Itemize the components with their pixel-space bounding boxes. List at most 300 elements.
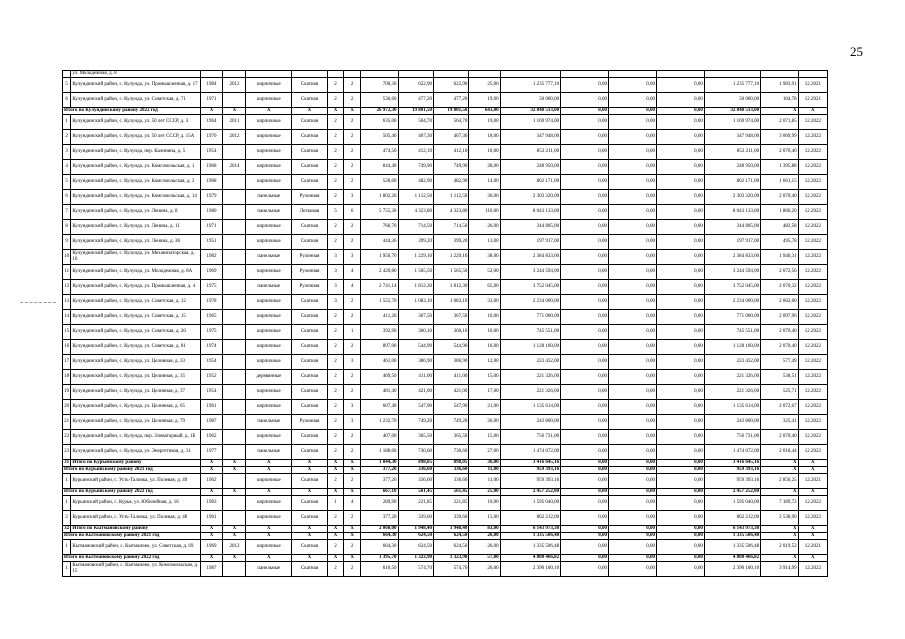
housing-repair-table: [62, 70, 828, 577]
data-cell: 461,00: [361, 355, 399, 370]
data-cell: Скатная: [292, 295, 327, 310]
data-cell: 730,60: [433, 445, 468, 460]
data-cell: 339,60: [433, 511, 468, 526]
data-cell: 347 948,00: [704, 130, 760, 145]
data-cell: 0,00: [609, 555, 657, 562]
data-cell: 104,78: [761, 93, 799, 108]
data-cell: 505,40: [361, 130, 399, 145]
data-cell: кирпичные: [246, 355, 292, 370]
data-cell: X: [200, 467, 223, 474]
data-cell: [223, 205, 246, 220]
data-cell: панельные: [246, 415, 292, 430]
address-cell: Кулундинский район, с. Кулунда, ул. Советская, д. 15: [71, 310, 200, 325]
data-cell: 0,00: [656, 295, 704, 310]
data-cell: 0,00: [609, 145, 657, 160]
table-row: [63, 496, 828, 511]
data-cell: 2 234 000,00: [704, 295, 760, 310]
data-cell: 547,90: [433, 400, 468, 415]
data-cell: 2 457 252,00: [500, 489, 560, 496]
data-cell: 1 595 040,00: [704, 496, 760, 511]
page-number: 25: [850, 44, 863, 59]
data-cell: 2: [344, 115, 361, 130]
data-cell: 25,00: [469, 78, 500, 93]
data-cell: 8 043 133,00: [704, 205, 760, 220]
data-cell: 3: [344, 355, 361, 370]
data-cell: 898,05: [433, 460, 468, 467]
data-cell: 2: [327, 415, 344, 430]
data-cell: 1 474 672,00: [704, 445, 760, 460]
data-cell: X: [200, 460, 223, 467]
data-cell: 12.2022: [798, 430, 827, 445]
address-cell: Курьинский район, с. Курья, ул. Юбилейная, д. 16: [71, 496, 200, 511]
data-cell: 243 800,00: [500, 415, 560, 430]
data-cell: 1 802,20: [361, 190, 399, 205]
table-row: [63, 280, 828, 295]
data-cell: 2: [327, 511, 344, 526]
address-cell: Курьинский район, с. Усть-Таловка, ул. Полевая, д. 49: [71, 474, 200, 489]
data-cell: 802 171,00: [500, 175, 560, 190]
data-cell: 624,50: [398, 533, 433, 540]
data-cell: 12.2022: [798, 235, 827, 250]
table-row: [63, 220, 828, 235]
data-cell: 0,00: [609, 355, 657, 370]
data-cell: 1 860,20: [761, 205, 799, 220]
address-cell: Кулундинский район, с. Кулунда, ул. Советская, д. 20: [71, 325, 200, 340]
data-cell: X: [761, 460, 799, 467]
data-cell: 2: [327, 430, 344, 445]
data-cell: 12.2022: [798, 175, 827, 190]
data-cell: 0,00: [609, 280, 657, 295]
data-cell: 766,70: [361, 220, 399, 235]
data-cell: 412,10: [398, 145, 433, 160]
data-cell: Рулонная: [292, 265, 327, 280]
total-label: Итого по Курьинскому району 2022 год: [63, 489, 201, 496]
data-cell: 2 741,14: [361, 280, 399, 295]
data-cell: 0,00: [561, 555, 609, 562]
address-cell: Кулундинский район, с. Кулунда, ул. Промышленная, д. 17: [71, 78, 200, 93]
data-cell: 547,90: [398, 400, 433, 415]
data-cell: 12.2022: [798, 355, 827, 370]
data-cell: 2 457 252,00: [704, 489, 760, 496]
data-cell: 38,00: [469, 250, 500, 265]
data-cell: 0,00: [656, 540, 704, 555]
data-cell: 1962: [200, 474, 223, 489]
address-cell: Кулундинский район, с. Кулунда, ул. Целинная, д. 79: [71, 415, 200, 430]
data-cell: [223, 562, 246, 577]
data-cell: 1 169 974,00: [704, 115, 760, 130]
data-cell: 2: [327, 370, 344, 385]
data-cell: Скатная: [292, 474, 327, 489]
data-cell: 0,00: [609, 400, 657, 415]
data-cell: 2: [344, 540, 361, 555]
data-cell: 2: [344, 340, 361, 355]
data-cell: 610,50: [361, 562, 399, 577]
data-cell: 1 229,10: [433, 250, 468, 265]
data-cell: 2: [344, 130, 361, 145]
data-cell: X: [246, 533, 292, 540]
data-cell: 0,00: [656, 220, 704, 235]
data-cell: 771 000,00: [500, 310, 560, 325]
data-cell: 0,00: [609, 511, 657, 526]
data-cell: 0,00: [656, 235, 704, 250]
data-cell: 561,45: [398, 489, 433, 496]
data-cell: 1982: [200, 250, 223, 265]
data-cell: 2: [327, 78, 344, 93]
data-cell: 2 390 100,10: [500, 562, 560, 577]
data-cell: 1977: [200, 445, 223, 460]
data-cell: X: [798, 526, 827, 533]
data-cell: X: [327, 555, 344, 562]
data-cell: 3 416 645,16: [704, 460, 760, 467]
table-row: [63, 562, 828, 577]
data-cell: [223, 415, 246, 430]
row-index: 11: [63, 265, 71, 280]
data-cell: 0,00: [656, 430, 704, 445]
data-cell: 959 393,16: [500, 474, 560, 489]
row-index: 1: [63, 496, 71, 511]
data-cell: 289,90: [361, 496, 399, 511]
data-cell: X: [798, 489, 827, 496]
data-cell: 959 393,16: [704, 467, 760, 474]
data-cell: [223, 93, 246, 108]
data-cell: 0,00: [656, 533, 704, 540]
data-cell: 0,00: [561, 489, 609, 496]
data-cell: кирпичные: [246, 325, 292, 340]
data-cell: 2 303 320,00: [704, 190, 760, 205]
data-cell: [246, 71, 292, 78]
data-cell: 1969: [200, 540, 223, 555]
data-cell: 1 323,90: [433, 555, 468, 562]
data-cell: 50 000,00: [704, 93, 760, 108]
data-cell: 0,00: [561, 310, 609, 325]
data-cell: 574,70: [433, 562, 468, 577]
data-cell: 2 384 833,00: [704, 250, 760, 265]
data-cell: 3 914,99: [761, 562, 799, 577]
data-cell: 4 808 466,82: [704, 555, 760, 562]
data-cell: 421,00: [398, 385, 433, 400]
data-cell: 12.2022: [798, 325, 827, 340]
data-cell: 27,00: [469, 445, 500, 460]
data-cell: 0,00: [609, 190, 657, 205]
data-cell: 1 083,10: [398, 295, 433, 310]
data-cell: 50 000,00: [500, 93, 560, 108]
data-cell: 4 323,80: [398, 205, 433, 220]
data-cell: [704, 71, 760, 78]
data-cell: 1961: [200, 400, 223, 415]
row-index: 14: [63, 310, 71, 325]
data-cell: 221 326,00: [500, 385, 560, 400]
data-cell: 862 212,00: [704, 511, 760, 526]
data-cell: X: [246, 108, 292, 115]
total-row: [63, 108, 828, 115]
data-cell: 26,00: [469, 540, 500, 555]
data-cell: 1 112,50: [433, 190, 468, 205]
data-cell: кирпичные: [246, 130, 292, 145]
data-cell: 482,90: [398, 175, 433, 190]
data-cell: 367,50: [433, 310, 468, 325]
table-row: [63, 175, 828, 190]
data-cell: 897,00: [361, 340, 399, 355]
data-cell: 1975: [200, 325, 223, 340]
data-cell: [223, 340, 246, 355]
data-cell: 344 805,00: [500, 220, 560, 235]
data-cell: 0,00: [609, 340, 657, 355]
data-cell: 65,00: [469, 280, 500, 295]
data-cell: 26,00: [469, 415, 500, 430]
data-cell: 1978: [200, 295, 223, 310]
data-cell: 377,20: [361, 467, 399, 474]
data-cell: 959 393,16: [704, 474, 760, 489]
data-cell: 0,00: [561, 496, 609, 511]
data-cell: [223, 325, 246, 340]
data-cell: Скатная: [292, 93, 327, 108]
table-row: [63, 160, 828, 175]
data-cell: 2: [327, 325, 344, 340]
address-cell: Кулундинский район, с. Кулунда, ул. Советская, д. 81: [71, 340, 200, 355]
data-cell: кирпичные: [246, 385, 292, 400]
data-cell: 12.2022: [798, 370, 827, 385]
data-cell: кирпичные: [246, 265, 292, 280]
data-cell: 469,50: [361, 370, 399, 385]
data-cell: X: [344, 533, 361, 540]
address-cell: ул. Молодежная, д. 8: [71, 71, 200, 78]
data-cell: 1 948,40: [433, 526, 468, 533]
data-cell: 2: [344, 430, 361, 445]
data-cell: 12.2022: [798, 496, 827, 511]
data-cell: [433, 71, 468, 78]
data-cell: 0,00: [561, 385, 609, 400]
total-row: [63, 467, 828, 474]
data-cell: 0,00: [656, 265, 704, 280]
data-cell: 197 917,00: [500, 235, 560, 250]
data-cell: 0,00: [561, 190, 609, 205]
data-cell: кирпичные: [246, 78, 292, 93]
data-cell: 0,00: [609, 175, 657, 190]
data-cell: 0,00: [656, 115, 704, 130]
row-index: 3: [63, 145, 71, 160]
data-cell: 745 551,00: [704, 325, 760, 340]
data-cell: кирпичные: [246, 235, 292, 250]
data-cell: 2 072,56: [761, 265, 799, 280]
data-cell: 12.2022: [798, 280, 827, 295]
data-cell: Скатная: [292, 562, 327, 577]
data-cell: [223, 445, 246, 460]
data-cell: X: [761, 467, 799, 474]
data-cell: 1 948,40: [398, 526, 433, 533]
data-cell: 756 731,00: [500, 430, 560, 445]
data-cell: [292, 71, 327, 78]
data-cell: 2: [344, 385, 361, 400]
data-cell: Скатная: [292, 400, 327, 415]
data-cell: X: [223, 489, 246, 496]
address-cell: Кулундинский район, с. Кулунда, ул. Целинная, д. 35: [71, 370, 200, 385]
address-cell: Кулундинский район, с. Кулунда, ул. 50 лет СССР, д. 3: [71, 115, 200, 130]
data-cell: 0,00: [609, 265, 657, 280]
row-index: 8: [63, 220, 71, 235]
data-cell: 2 420,80: [361, 265, 399, 280]
data-cell: 8 043 133,00: [500, 205, 560, 220]
data-cell: 0,00: [561, 93, 609, 108]
data-cell: 844,40: [361, 160, 399, 175]
total-row: [63, 533, 828, 540]
data-cell: 1962: [200, 430, 223, 445]
data-cell: 12.2022: [798, 310, 827, 325]
data-cell: 0,00: [561, 562, 609, 577]
table-row: [63, 190, 828, 205]
row-index: 4: [63, 160, 71, 175]
total-row: [63, 460, 828, 467]
address-cell: Кулундинский район, с. Кулунда, ул. Целинная, д. 37: [71, 385, 200, 400]
data-cell: 0,00: [609, 489, 657, 496]
data-cell: [398, 71, 433, 78]
data-cell: 1 395,88: [761, 160, 799, 175]
table-row: [63, 400, 828, 415]
data-cell: 3: [327, 280, 344, 295]
data-cell: 2 060,00: [361, 526, 399, 533]
data-cell: 664,30: [361, 540, 399, 555]
data-cell: X: [344, 460, 361, 467]
table-row: [63, 340, 828, 355]
data-cell: Скатная: [292, 160, 327, 175]
data-cell: Скатная: [292, 115, 327, 130]
data-cell: X: [798, 460, 827, 467]
data-cell: 2: [344, 220, 361, 235]
data-cell: 2 097,96: [761, 310, 799, 325]
table-row: [63, 445, 828, 460]
data-cell: 624,50: [433, 533, 468, 540]
data-cell: 0,00: [609, 250, 657, 265]
data-cell: 482,90: [433, 175, 468, 190]
data-cell: 1 128 160,00: [704, 340, 760, 355]
data-cell: 0,00: [656, 460, 704, 467]
data-cell: 1 812,30: [433, 280, 468, 295]
data-cell: 411,00: [398, 370, 433, 385]
data-cell: 574,70: [398, 562, 433, 577]
data-cell: Скатная: [292, 430, 327, 445]
data-cell: 2 072,67: [761, 400, 799, 415]
data-cell: 0,00: [561, 430, 609, 445]
data-cell: 0,00: [561, 370, 609, 385]
data-cell: 0,00: [656, 108, 704, 115]
data-cell: 0,00: [656, 445, 704, 460]
data-cell: Рулонная: [292, 415, 327, 430]
data-cell: 19,00: [469, 115, 500, 130]
data-cell: кирпичные: [246, 430, 292, 445]
data-cell: 4: [344, 280, 361, 295]
data-cell: 2: [327, 93, 344, 108]
data-cell: 756 731,00: [704, 430, 760, 445]
data-cell: 12.2022: [798, 220, 827, 235]
data-cell: 0,00: [656, 415, 704, 430]
data-cell: 325,41: [761, 415, 799, 430]
data-cell: X: [223, 460, 246, 467]
data-cell: X: [327, 489, 344, 496]
data-cell: 26,00: [469, 220, 500, 235]
data-cell: 1 232,70: [361, 415, 399, 430]
data-cell: 360,10: [398, 325, 433, 340]
data-cell: [223, 511, 246, 526]
data-cell: X: [327, 460, 344, 467]
data-cell: 3: [327, 250, 344, 265]
data-cell: 17,00: [469, 385, 500, 400]
data-cell: 0,00: [656, 400, 704, 415]
data-cell: 2: [327, 310, 344, 325]
data-cell: 223 432,00: [704, 355, 760, 370]
row-index: 9: [63, 235, 71, 250]
data-cell: 33,00: [469, 295, 500, 310]
data-cell: 0,00: [656, 145, 704, 160]
data-cell: 561,45: [433, 489, 468, 496]
total-label: Итого по Курьинскому району 2021 год: [63, 467, 201, 474]
data-cell: 467,30: [433, 130, 468, 145]
row-index: 5: [63, 78, 71, 93]
data-cell: 12.2021: [798, 540, 827, 555]
data-cell: 1: [327, 496, 344, 511]
data-cell: 0,00: [561, 250, 609, 265]
data-cell: X: [344, 108, 361, 115]
data-cell: 0,00: [609, 526, 657, 533]
data-cell: 544,90: [398, 340, 433, 355]
row-index: 12: [63, 280, 71, 295]
address-cell: Кытмановский район, с. Кытманово, ул. Советская, д. 69: [71, 540, 200, 555]
data-cell: 495,78: [761, 235, 799, 250]
data-cell: 2 070,40: [761, 190, 799, 205]
data-cell: Скатная: [292, 310, 327, 325]
row-index: 21: [63, 415, 71, 430]
table-row: [63, 310, 828, 325]
data-cell: X: [246, 555, 292, 562]
data-cell: 2: [327, 115, 344, 130]
data-cell: 1961: [200, 511, 223, 526]
row-index: 1: [63, 115, 71, 130]
data-cell: 16,00: [469, 340, 500, 355]
data-cell: 0,00: [656, 205, 704, 220]
data-cell: 0,00: [561, 235, 609, 250]
data-cell: 12.2022: [798, 295, 827, 310]
data-cell: 12.2022: [798, 400, 827, 415]
data-cell: 2012: [223, 130, 246, 145]
data-cell: кирпичные: [246, 496, 292, 511]
data-cell: 32 848 513,00: [500, 108, 560, 115]
data-cell: 365,50: [398, 430, 433, 445]
data-cell: Скатная: [292, 445, 327, 460]
data-cell: X: [223, 108, 246, 115]
table-row: [63, 415, 828, 430]
total-label: Итого по Кулундинскому району 2022 год: [63, 108, 201, 115]
data-cell: 0,00: [561, 160, 609, 175]
data-cell: 0,00: [656, 370, 704, 385]
data-cell: X: [200, 555, 223, 562]
row-index: 1: [63, 474, 71, 489]
data-cell: 1 555,70: [361, 295, 399, 310]
data-cell: 1983: [200, 496, 223, 511]
data-cell: 444,36: [361, 235, 399, 250]
data-cell: X: [344, 489, 361, 496]
data-cell: 4: [344, 265, 361, 280]
data-cell: 0,00: [561, 295, 609, 310]
data-cell: 0,00: [561, 474, 609, 489]
data-cell: 248 950,00: [704, 160, 760, 175]
data-cell: 11,00: [469, 467, 500, 474]
data-cell: 0,00: [561, 205, 609, 220]
data-cell: кирпичные: [246, 310, 292, 325]
table-row: [63, 540, 828, 555]
data-cell: 2: [344, 145, 361, 160]
data-cell: 15,00: [469, 511, 500, 526]
data-cell: X: [292, 467, 327, 474]
address-cell: Кытмановский район, с. Кытманово, ул. Комсомольская, д. 15: [71, 562, 200, 577]
data-cell: 0,00: [656, 130, 704, 145]
